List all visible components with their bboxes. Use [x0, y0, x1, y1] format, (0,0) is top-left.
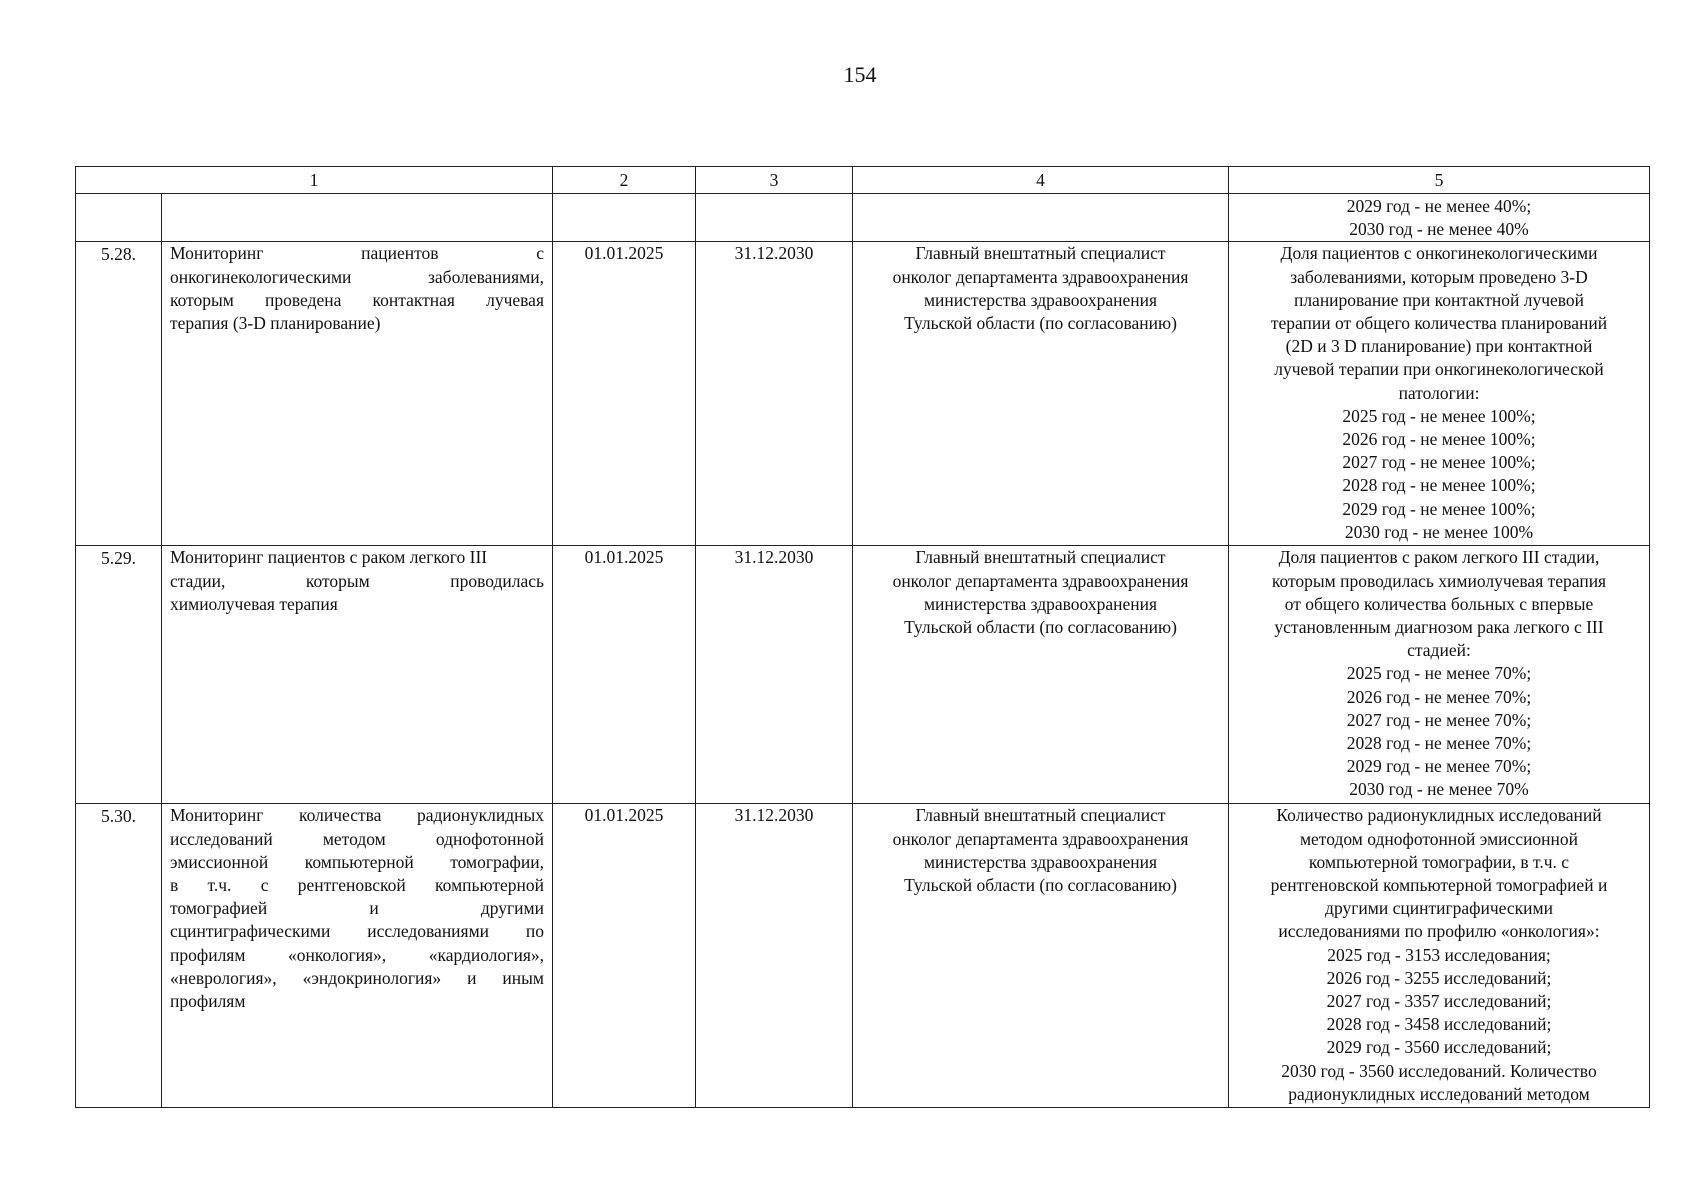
responsible-line: Тульской области (по согласованию) [904, 875, 1177, 896]
responsible-line: Главный внештатный специалист [915, 805, 1166, 826]
responsible-cell [853, 242, 1229, 546]
column-header-5: 5 [1229, 167, 1650, 194]
event-line: которым проведена контактная лучевая [170, 289, 544, 310]
indicator-line: (2D и 3 D планирование) при контактной [1285, 336, 1593, 357]
end-date: 31.12.2030 [696, 804, 853, 1108]
table-row [76, 546, 1650, 804]
indicator-line: терапии от общего количества планирований [1270, 313, 1608, 334]
responsible-line: министерства здравоохранения [923, 593, 1158, 614]
indicator-line: 2030 год - не менее 70% [1349, 779, 1529, 800]
indicator-line: 2029 год - не менее 100%; [1342, 498, 1536, 519]
indicator-line: радионуклидных исследований методом [1288, 1083, 1590, 1104]
indicator-line: компьютерной томографии, в т.ч. с [1308, 851, 1570, 872]
responsible-line: Тульской области (по согласованию) [904, 313, 1177, 334]
indicator-line: исследованиями по профилю «онкология»: [1278, 921, 1600, 942]
event-line: в т.ч. с рентгеновской компьютерной [170, 875, 544, 896]
responsible-cell [853, 804, 1229, 1108]
responsible-line: Главный внештатный специалист [915, 547, 1166, 568]
indicator-line: 2028 год - не менее 70%; [1346, 733, 1532, 754]
responsible-line: Тульской области (по согласованию) [904, 617, 1177, 638]
indicator-line: 2029 год - не менее 40%; [1346, 196, 1532, 216]
start-date: 01.01.2025 [553, 242, 696, 546]
event-line: Мониторинг пациентов с раком легкого III [170, 547, 488, 568]
row-number: 5.30. [76, 804, 162, 1108]
row-number: 5.28. [76, 242, 162, 546]
responsible-line: Главный внештатный специалист [915, 243, 1166, 264]
indicator-line: установленным диагнозом рака легкого с III [1274, 617, 1604, 638]
indicator-line: 2030 год - не менее 100% [1344, 521, 1534, 542]
continuation-start-cell [553, 194, 696, 242]
indicator-line: 2030 год - не менее 40% [1349, 219, 1529, 240]
indicator-line: 2029 год - 3560 исследований; [1326, 1037, 1552, 1058]
indicator-line: 2028 год - не менее 100%; [1342, 475, 1536, 496]
responsible-line: онколог департамента здравоохранения [892, 570, 1189, 591]
indicator-cell [1229, 804, 1650, 1108]
responsible-line: онколог департамента здравоохранения [892, 266, 1189, 287]
event-cell [162, 546, 553, 804]
event-line: Мониторинг пациентов с [170, 243, 544, 264]
indicator-line: 2028 год - 3458 исследований; [1326, 1014, 1552, 1035]
indicator-line: стадией: [1407, 640, 1471, 661]
page-number: 154 [843, 62, 877, 87]
indicator-line: 2027 год - не менее 70%; [1346, 709, 1532, 730]
indicator-line: другими сцинтиграфическими [1325, 898, 1553, 919]
indicator-line: 2026 год - 3255 исследований; [1326, 967, 1552, 988]
indicator-line: 2026 год - не менее 70%; [1346, 686, 1532, 707]
row-number: 5.29. [76, 546, 162, 804]
continuation-event-cell [162, 194, 553, 242]
continuation-end-cell [696, 194, 853, 242]
column-header-row [76, 167, 1650, 194]
responsible-line: министерства здравоохранения [923, 851, 1158, 872]
event-line: сцинтиграфическими исследованиями по [170, 921, 544, 942]
column-header-1: 1 [76, 167, 553, 194]
indicator-line: заболеваниями, которым проведено 3-D [1290, 266, 1588, 287]
continuation-indicator-cell [1229, 194, 1650, 242]
event-cell [162, 242, 553, 546]
continuation-responsible-cell [853, 194, 1229, 242]
event-line: онкогинекологическими заболеваниями, [170, 266, 544, 287]
responsible-line: онколог департамента здравоохранения [892, 828, 1189, 849]
event-line: профилям [170, 991, 246, 1012]
end-date: 31.12.2030 [696, 546, 853, 804]
table-row [76, 242, 1650, 546]
event-line: профилям «онкология», «кардиология», [170, 944, 544, 965]
measures-table [75, 166, 1650, 1108]
event-line: стадии, которым проводилась [170, 570, 544, 591]
indicator-line: 2029 год - не менее 70%; [1346, 756, 1532, 777]
end-date: 31.12.2030 [696, 242, 853, 546]
indicator-line: 2025 год - не менее 100%; [1342, 405, 1536, 426]
indicator-line: Количество радионуклидных исследований [1276, 805, 1602, 826]
event-line: терапия (3-D планирование) [170, 313, 381, 334]
indicator-line: Доля пациентов с онкогинекологическими [1280, 243, 1598, 264]
event-line: томографией и другими [170, 898, 544, 919]
start-date: 01.01.2025 [553, 546, 696, 804]
event-line: «неврология», «эндокринология» и иным [170, 967, 544, 988]
indicator-line: лучевой терапии при онкогинекологической [1274, 359, 1604, 380]
indicator-line: которым проводилась химиолучевая терапия [1271, 570, 1607, 591]
indicator-line: методом однофотонной эмиссионной [1299, 828, 1579, 849]
continuation-number-cell [76, 194, 162, 242]
indicator-line: 2027 год - не менее 100%; [1342, 452, 1536, 473]
column-header-3: 3 [696, 167, 853, 194]
indicator-cell [1229, 546, 1650, 804]
responsible-line: министерства здравоохранения [923, 289, 1158, 310]
start-date: 01.01.2025 [553, 804, 696, 1108]
responsible-cell [853, 546, 1229, 804]
indicator-line: патологии: [1398, 382, 1480, 403]
indicator-line: Доля пациентов с раком легкого III стадии, [1278, 547, 1600, 568]
indicator-line: 2025 год - 3153 исследования; [1327, 944, 1551, 965]
event-line: эмиссионной компьютерной томографии, [170, 851, 544, 872]
indicator-line: от общего количества больных с впервые [1284, 593, 1594, 614]
indicator-line: 2025 год - не менее 70%; [1346, 663, 1532, 684]
continuation-row [76, 194, 1650, 242]
indicator-line: планирование при контактной лучевой [1293, 289, 1585, 310]
indicator-line: 2030 год - 3560 исследований. Количество [1281, 1060, 1597, 1081]
event-cell [162, 804, 553, 1108]
column-header-4: 4 [853, 167, 1229, 194]
event-line: исследований методом однофотонной [170, 828, 544, 849]
indicator-line: 2027 год - 3357 исследований; [1326, 991, 1552, 1012]
event-line: химиолучевая терапия [170, 593, 338, 614]
table-row [76, 804, 1650, 1108]
event-line: Мониторинг количества радионуклидных [170, 805, 544, 826]
column-header-2: 2 [553, 167, 696, 194]
indicator-line: 2026 год - не менее 100%; [1342, 429, 1536, 450]
indicator-line: рентгеновской компьютерной томографией и [1270, 875, 1608, 896]
indicator-cell [1229, 242, 1650, 546]
